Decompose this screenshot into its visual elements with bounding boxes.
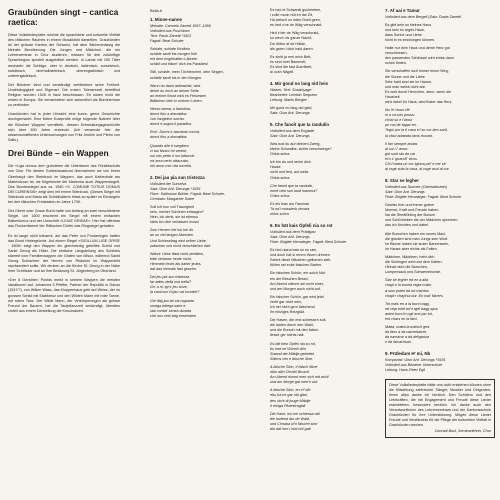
lyric-line: die laufen durch den Wald,	[270, 323, 314, 328]
lyric-line: Es hed niana kais so es rain,	[270, 248, 318, 253]
lyric-line: Heinat nicht die Burschen,	[385, 265, 429, 270]
lyric-line: Wahre Liebe lässt nicht zerfallen,	[150, 251, 205, 256]
song-credits	[270, 129, 372, 139]
song-list-side-a	[150, 17, 252, 319]
lyric-line: die glücken sind man Jungs sein Wort.	[385, 236, 449, 241]
stanza	[150, 70, 252, 80]
lyric-line: sein, meiner Schönen entsagen?	[150, 210, 204, 215]
lyric-line: so wind i ds ganze Nacht,	[270, 36, 313, 41]
stanza	[385, 69, 495, 105]
stanza	[270, 271, 372, 291]
lyric-line: Da döttur af de Hälde,	[270, 41, 307, 46]
stanza	[150, 275, 252, 295]
acknowledgement-text: Diese Volksliederplatte hätte uns nicht entstehen können ohne die Mitwirkung zahlreicher Sänger, Musiker und Dirigenten. Ihnen allen danke ich herzlich. Den Schülern und den Lehrkräften, die mit Engagement und Freude diese Lieder erarbeiteten, besonders herzlich. Ich danke auch den Verantwortlichen des Lehrerseminars und der Kantonsschule Graubünden für ihre Unterstützung. Mögen diese Lieder Freude und Verständnis für die Pflege der kulturellen Vielfalt in Graubünden wecken.	[389, 383, 492, 428]
credit-line: Melodie: Carmelo Zanetti 1897–1959	[150, 23, 211, 28]
lyric-line: dass Sonne und Liebe	[385, 32, 422, 37]
lyric-line: No i'e vissa cfè	[385, 108, 410, 113]
credit-line: Volkslied aus dem Bergell (Satz: Duste Zanetti	[385, 14, 461, 19]
stanza	[150, 228, 252, 248]
lyric-line: Schlafe, schlafe Kindlein	[150, 47, 191, 52]
wappen-heading: Drei Bünde – ein Wappen	[8, 147, 109, 158]
lyric-line: und man weiss nicht wie.	[385, 84, 426, 89]
lyric-line: ein der Birschen Bread,	[270, 276, 309, 281]
lyric-line: und kein so arges Haus,	[385, 27, 425, 32]
credit-line: Flute: Brigitte Hemaleger, Fagott: Beat Schuler	[270, 239, 347, 244]
credit-line: Walser, Text: Soslahyage	[270, 87, 312, 92]
lyric-line: Gn' a ni, tgi e jeu scize,	[150, 285, 189, 290]
credit-line: Volkslied aus dem Prättigau	[270, 229, 316, 234]
song-list-middle	[270, 8, 372, 432]
stanza	[150, 252, 252, 272]
lyric-line: da namarar a da deliganza	[385, 335, 429, 340]
stanza	[150, 84, 252, 104]
song-title: 9. Prüledum H' mi, Nb	[385, 351, 431, 357]
lyric-line: chi'al sú e l'amur	[385, 118, 413, 123]
lyric-line: la cfavi adatada ravis truvarb.	[385, 133, 434, 138]
lyric-line: rot avra certo attaccata,	[150, 158, 189, 163]
lyric-line: nicht in es eindrungen können.	[385, 37, 436, 42]
stanza	[150, 107, 252, 127]
lyric-line: Sotand die Mäidje gebeitet,	[270, 351, 315, 356]
lyric-line: da fans a da namelsanze.	[385, 330, 428, 335]
stanza	[150, 205, 252, 225]
lyric-line: far adieu della mia bella?	[150, 280, 191, 285]
lyric-line: stai cordat' senza durada	[150, 308, 192, 313]
credit-line: Leitung: Marlis Bergier	[270, 97, 307, 102]
stanza	[385, 108, 495, 139]
song-block	[270, 8, 372, 75]
song-block	[385, 8, 495, 172]
lyric-line: vi tuo fianco mi vedrai;	[150, 148, 187, 153]
song-list-right	[385, 8, 495, 373]
stanza	[385, 23, 495, 43]
acknowledgement-signature: Conradi Buol, Seminarlehrer, Chur	[434, 429, 491, 434]
lyric-line: verschlossen,	[385, 51, 408, 56]
song-credits	[270, 88, 372, 103]
lyric-line: Soll ich nun voll Traurigkeit	[150, 205, 194, 209]
lyric-line: Sehr bald sind sie im Hause,	[385, 79, 432, 84]
lyric-line: Ohkis schra	[270, 175, 290, 180]
lyric-line: zwischen uns nicht verschließen darf.	[150, 243, 212, 248]
lyric-line: das ich fürchtes und dabei.	[385, 223, 430, 228]
lyric-line: Mir gond no lang nid geid,	[270, 106, 313, 110]
footnote-text: «Der 8 Gerichten Punkts meist in seinem Wappen die meisten Variationen auf. Johannes 5 Pfeiffer, Partner der Republik in Davos (1547/?), von Wälen Wass, das Kloppenhaus gelb auf Weiss, der im grossen Schild mit Stabkreuz und den Wilden Mann mit roter Tanne, mit rotem Tanz. Der Wilde Mann, der Verkörperungen als grösse Freund der Bauern, hat die Taufpflanzzeit verkündigt, überdies vorteil aus einem Darstellung die Kreuzsäulen.	[8, 278, 120, 313]
song-title: 1. Minne-nanne	[150, 17, 182, 23]
song-title: 8. Star se legher	[385, 178, 419, 184]
credit-line: Cembalo: Margarete Sutter	[150, 196, 195, 201]
side-label: Beila A	[150, 8, 163, 13]
lyric-line: ohkis schra	[270, 212, 289, 217]
lyric-line: mit dem engelhaften Lächeln	[150, 57, 198, 62]
credit-line: Volkslied aus Surmeir (Oberhalbstein)	[385, 184, 447, 189]
lyric-line: po cos'de tagav en.	[385, 123, 417, 128]
stanza	[270, 295, 372, 315]
credit-line: Komponist: Gion Ant. Derungs *1935	[385, 358, 446, 363]
lyric-line: und am Morgen auch nicht auf.	[270, 286, 321, 291]
credit-line: Fagott: Beat Schuler	[150, 38, 184, 43]
lyric-line: fühlen sei ecke falschen Barten.	[270, 263, 323, 268]
credit-line: Flore: Salthouse Bühler, Fagott: Beat Schuler,	[150, 191, 225, 196]
paragraph: Graubünden hat in jeder Hinsicht eine kurze, gerne Geschichte durchgemacht. Eine kleine Kostprobe möge folgende Notizen über die Bündner Wappen vermitteln, dessen Entwicklungsgeschichte sich über 600 Jahre erstreckt. (Ich verwende hier die wissenschaftlichen Untersuchungen von Fritz Jecklin und Pietro von Salis.)	[8, 112, 120, 142]
song-credits	[385, 358, 495, 373]
stanza	[270, 248, 372, 268]
lyric-line: im Hause aber nichts als Falten.	[385, 246, 438, 251]
lyric-line: Chi l'cadra un cur tgiuna pel' e ner sé'	[385, 162, 447, 167]
lyric-line: die Schlingen weil und dem Katten.	[385, 260, 443, 265]
stanza	[270, 184, 372, 199]
lyric-line: Gie ditg jau tei vai rogaviau	[150, 298, 195, 303]
column-1	[8, 8, 120, 318]
lyric-line: dormi fino a domattina	[150, 112, 187, 117]
lyric-line: Satz: Gion Ant. Derungs	[270, 111, 310, 116]
lyric-line: Ninna nanna, o fantolina,	[150, 107, 192, 111]
lyric-line: Himmelin fecht als daher jedes,	[150, 261, 202, 266]
lyric-line: schlaf und träum' dich ins Paradies!	[150, 62, 209, 67]
column-2	[150, 8, 252, 325]
lyric-line: Che fanoit que ta randulin,	[270, 183, 314, 188]
lyric-line: Alle Burschen haben ein neues Maul,	[385, 231, 447, 236]
credit-line: Volkslied aus dem Engadin	[270, 128, 315, 133]
lyric-line: Es sind die fast Äuerlikeit,	[270, 64, 313, 69]
lyric-line: Hause	[270, 165, 281, 170]
lyric-line: Zum Herzen rief ich bei dir	[150, 228, 194, 233]
lyric-line: wird dahei ihr Haus, wird füster das Herz.	[385, 100, 453, 104]
song-credits	[270, 230, 372, 245]
lyric-line: già sunt sta da cár	[385, 151, 416, 156]
lyric-line: ebu ha ne gar nid gärn,	[270, 393, 309, 398]
lyric-line: ir einiga Pfotestraglall	[270, 403, 306, 408]
lyric-line: Ich sei nicht gern falschend	[270, 305, 315, 309]
song-block	[150, 175, 252, 319]
lyric-line: Es eis ieas am Faminan	[270, 201, 310, 206]
lyric-line: schön finden.	[385, 61, 407, 66]
song-title: 5. Che fanoit que ta randulin	[270, 122, 330, 128]
lyric-line: und Schönheiten die der Mädchen sprechen,	[385, 218, 459, 223]
paragraph: Diese Volksliederplatte möchte die sprachliche und kulturelle Vielfalt des rätischen Raumes in einem Mosaikbild darstellen. Graubünden ist der grösste Kanton der Schweiz, hat aber flächenmässig die kleinste Bevölkerung. Die Jungen und Mädchen, die ein Lehrerseminar in Chur studieren, müssen für drei zukünftige Sprachregion speziell ausgebildet werden. In Lande mit 150 Täler wechseln die Schläge, ober in deutsch, italienisch, surselvisch, sutsilvisch, oberhalbsteinisch, oberengadinisch und unterengadinisch.	[8, 33, 120, 78]
stanza	[270, 318, 372, 338]
credit-line: Text: Paolo Zanetti *1922	[150, 33, 192, 38]
lyric-line: Still, schlafe, mein Töchterchen, dein Singen,	[150, 70, 224, 75]
stanza	[150, 47, 252, 67]
stanza	[270, 388, 372, 408]
lyric-line: deine du mich an deiner Seite	[150, 88, 199, 93]
credit-line: Satz: Gion Ant. Derungs	[270, 234, 310, 239]
lyric-line: Ohkis schra	[270, 152, 290, 157]
stanza	[385, 302, 495, 322]
column-3	[270, 8, 372, 438]
stanza	[270, 160, 372, 180]
lyric-line: Es hed ei Schwesti gschrieben,	[270, 8, 322, 12]
lyric-line: Ein falsches Schön, ein solch Mut	[270, 271, 326, 276]
lyric-line: Die Hasen, die erst schiessen soll,	[270, 318, 327, 323]
lyric-line: Gewiss froh und immer gutem	[385, 203, 435, 208]
lyric-line: es hed ne Würmli drin	[270, 346, 306, 351]
song-block	[270, 223, 372, 432]
lyric-line: antze bucc'in ngil arst par tot,	[385, 311, 433, 316]
lyric-line: chapi ir la buona regia rodia;	[385, 283, 432, 288]
lyric-line: Ich bin du und seine dich	[270, 160, 311, 165]
lyric-line: des sicht di jouge Mäidje	[270, 398, 311, 403]
lyric-line: Hausheit	[385, 94, 400, 99]
song-block	[270, 122, 372, 217]
lyric-line: al sui i l' amur:	[385, 146, 409, 151]
lyric-line: Sie verschaffen sich immer einen Weg,	[385, 69, 449, 74]
lyric-line: Nein, ich denk, sie ist ebenso	[150, 215, 198, 220]
lyric-line: Tegni pur la ti casa e'l so cor ben sar6,	[385, 128, 448, 133]
lyric-line: schlafe sanft bis morgen früh	[150, 52, 198, 57]
credit-line: Satz: Gion Ant. Derungs	[385, 189, 425, 194]
lyric-line: Il fan sempre andas	[385, 141, 418, 146]
lyric-line: Es sieht ja mei mich Bett,	[270, 54, 312, 59]
stanza	[270, 31, 372, 51]
song-title: 7. Af uai e Tamur	[385, 8, 420, 13]
lyric-line: dormi fino a domattina.	[150, 135, 188, 140]
lyric-line: sontga tuttega saire e,	[150, 303, 187, 308]
lyric-line: Ruh'. Dormi e bambola coccia,	[150, 130, 201, 135]
stanza	[385, 46, 495, 66]
lyric-line: es hed z'ne de Wäg verschnaid.	[270, 23, 323, 28]
lyric-line: a sinn puterl da tot mardus	[385, 288, 429, 293]
lyric-line: Im Blume haben sie lauter Barzenwein,	[385, 241, 450, 246]
lyric-line: liesse ger nichts halt.	[270, 333, 305, 338]
lyric-line: Und Schiessfrag wird selber Liebe	[150, 238, 206, 243]
lyric-line: Es bitt kein Öpfeli nia so rot,	[270, 341, 316, 346]
stanza	[385, 255, 495, 275]
stanza	[270, 106, 372, 116]
lyric-line: schlafe sanft bis in den Morgen.	[150, 75, 203, 80]
lyric-line: nel amor mio vita novella.	[150, 163, 192, 168]
paragraph: Es ist lange nicht bekannt, auf das Peter von Pontaningen hatten das Bund Hintergründe. Auf einem Siegel «SIGILLUM LIGE GRISE · 1508» zeigt den Wappen ein gleichwertig geteiltes Schild und Sankt Georg als Hüter. Die einfache Längsteilung des Schildes stammt vom Familienwappen der Grafen von Misox, während Sankt Georg Schutzherr der Herren von Rhäzüns im Wappenbild repräsentiert sollte. Wir denken an die Kirche St. Georg in der Nähe ihrer Schlösser und an ihre Besitzung St. Jörgenberg im Oberland.	[8, 233, 120, 274]
song-block	[150, 17, 252, 169]
lyric-line: Dei jeu pia sun tristezza	[150, 275, 190, 280]
lyric-line: es sind ovet Bammeit,	[270, 59, 307, 64]
credit-line: Leitung: Hans-Peter Egli	[385, 368, 425, 373]
stanza	[150, 144, 252, 169]
stanza	[270, 202, 372, 217]
credit-line: Volkslied aus Bündner Unterschule	[385, 363, 443, 368]
stanza	[385, 232, 495, 252]
lyric-line: Quando alle ti svegliera	[150, 143, 189, 148]
main-heading: Graubünden singt – cantica raetica:	[8, 7, 119, 27]
lyric-line: Ta na'i mussiesh rinosta	[270, 207, 310, 211]
stanza	[150, 130, 252, 140]
stanza	[270, 365, 372, 385]
song-block	[270, 81, 372, 116]
credit-line: Volkslied der Surselva	[150, 181, 187, 186]
lyric-line: Mädchen, Mädchen, hebt dich	[385, 254, 435, 259]
lyric-line: al ocsh Nägeli.	[270, 70, 295, 75]
lyric-line: und Chnaba uf'n falsche sinn	[270, 421, 318, 426]
lyric-line: Sötecs vim e falsche Sinn.	[270, 356, 314, 361]
lyric-line: nütz allei Christli Brusch	[270, 370, 310, 375]
song-credits	[150, 182, 252, 202]
lyric-line: chapt'r chayt'sa bur. En mal' falcers.	[385, 293, 444, 298]
lyric-line: und die Bursch mit den falsch	[270, 328, 319, 333]
paragraph: Der Obere oder Graue Bund hatte von Anfang an zwei verschiedene Siegel. Um 1600 erscheint ein Siegel mit einem einfachen Balkenkreuz und der Umschrift «LIGAE GRISAE». Hier hat offenbar das Flockenfarene der Rätischen Dörfer das Ringsiegel gehalten.	[8, 209, 120, 229]
song-credits	[385, 185, 495, 200]
lyric-line: ni a ca sún possa:	[385, 113, 415, 118]
song-title: 4. Mir gond no lang nid heis	[270, 81, 329, 87]
lyric-line: stets ich dich verlassen muss!	[150, 220, 199, 225]
stanza	[270, 412, 372, 432]
acknowledgement-box	[385, 379, 495, 438]
lyric-line: Am Abend nähme sie nicht einer,	[270, 281, 324, 286]
lyric-line: an so viel langen Abenden.	[150, 233, 195, 238]
credit-line: Volkslied aus Puschlavo	[150, 28, 190, 33]
lyric-line: Am Abend nimmt men sich nid wohl	[270, 375, 329, 380]
paragraph: Der Bündner fand und verständigt verbliebene seine Freiheit. Unabhängigkeit und Eigenart. Die ersten Tolerarezeit bereitfind Religion wurden 1526 in Ilanz beschlossen. Es waren nicht die ersten in Europa. Sie verwendeten sich wesentlich als Bündnerman zu verbinden.	[8, 82, 120, 108]
lyric-line: Halte nur dein Haus und deine Herz gut	[385, 46, 450, 51]
stanza	[270, 342, 372, 362]
lyric-line: dia dat mm'r nüd nüt galt.	[270, 426, 312, 431]
column-4	[385, 8, 495, 438]
credit-line: Satz: Gion Ant. Derungs *1935	[150, 186, 201, 191]
lyric-line: Es gibt kein so kleines Haus	[385, 22, 432, 27]
lyric-line: nicht und fest, auf weils	[270, 170, 309, 175]
lyric-line: A falsche Sinn, e falsch Muet	[270, 364, 318, 369]
lyric-line: Lumpensack und Schweinehunde.	[385, 270, 442, 275]
lyric-line: Die Hase, wo me schiessa will	[270, 411, 320, 416]
lyric-line: ni'u s' guarcill' vicss.	[385, 156, 418, 161]
lyric-line: Star se legher ed en a alla	[385, 278, 429, 283]
lyric-line: Blättchen dein in meinen Leben	[150, 98, 202, 103]
lyric-line: Ha welsch zu mäm Gsell geen,	[270, 18, 321, 23]
lyric-line: la cauchun ch'jau vai tscoder?	[150, 290, 200, 295]
lyric-line: Matta, matta la tuttisch gea	[385, 325, 430, 330]
lyric-line: die Sonne und die Liebe	[385, 74, 425, 79]
lyric-line: con l'angelico sorriso	[150, 117, 185, 122]
lyric-line: Murmel, Kraft und Freude haben.	[385, 208, 440, 213]
lyric-line: ihr einziges Reizgläd.	[270, 310, 306, 315]
credit-line: Flute: Brigitte Hemaleger, Fagott: Beat Schuler	[385, 195, 462, 199]
lyric-line: Es wird durch Herzchen, denn, wenn die	[385, 89, 452, 94]
lyric-line: sul mio petto il ruo lattuccio	[150, 153, 195, 158]
lyric-line: den passenden Schlüssel wird eines dann	[385, 56, 454, 61]
paragraph: Die «Liga domus dei» gründeten die Untertanen des Fürstbischofs von Chur. Für diesen Gotteshausbund übernahmen sie von ihrem Oberhaupt den Steinbock im Wappen, das auch Kathedrale am Marienduom ist, wir flügelreiche die Madonna auch Wappensiegelt. Das Bundessiegel aus ca. 1540 «S. COMUNE TOTIUS DOMUS DEI CURIENSIS» zeigt dies mit einem Steinbock. (Dieses Siegel mit Steinbock und Maria als Schildhalterin tritals so später im Einsiegeln bei den rätischen Freistaaten im Jahre 1799.	[8, 164, 120, 205]
lyric-line: Ein falscher Schön, gar wird jetzt	[270, 294, 324, 299]
lyric-line: dormi e sogna il paradiso.	[150, 122, 193, 127]
stanza	[150, 299, 252, 319]
stanza	[270, 55, 372, 75]
lyric-line: e da falcachsan.	[385, 340, 412, 345]
stanza	[385, 142, 495, 173]
lyric-line: Na die Streitfühling der Bursch	[385, 213, 436, 218]
lyric-line: bitte verlasse heute nicht,	[150, 256, 192, 261]
wappen-text	[8, 164, 120, 274]
lyric-line: an meiner Brust wird es Freuesten	[150, 93, 207, 98]
song-title: 6. Es hät kais Öpfeli nia so rot	[270, 223, 333, 229]
stanza	[270, 8, 372, 28]
lyric-line: die laufend dur de Wald,	[270, 416, 310, 421]
song-credits	[150, 24, 252, 44]
lyric-line: dat das niemals fast gesehn.	[150, 267, 197, 272]
lyric-line: Tot mals en a la bucci tagg,	[385, 301, 430, 306]
song-credits	[385, 15, 495, 20]
credit-line: Satz: Gion Ant. Derungs	[270, 133, 310, 138]
lyric-line: als gsien i dich bald daren.	[270, 46, 314, 51]
lyric-line: A falsche Sinn, en e'f afe	[270, 388, 311, 393]
stanza	[385, 203, 495, 228]
lyric-line: ent chars en la fard.	[385, 316, 418, 321]
song-title: 2. Dei jau pia sun tristezza	[150, 175, 205, 181]
stanza	[385, 278, 495, 298]
lyric-line: Chies schra	[270, 193, 290, 198]
lyric-line: Hed z'der de Wäg verschnaid,	[270, 31, 320, 36]
lyric-line: che nus vein fatg ensemben.	[150, 313, 198, 318]
lyric-line: kleine Schwalbe, sichts verschwinge?	[270, 147, 332, 152]
song-block	[385, 178, 495, 345]
stanza	[270, 142, 372, 157]
lyric-line: al vsgé sula la cása, al vsgé asul al cur.	[385, 167, 450, 172]
lyric-line: verbt gar nicht sein,	[270, 299, 303, 304]
lyric-line: Selent diese Mädchen gelbenen weil,	[270, 258, 332, 263]
song-block	[385, 351, 495, 373]
credit-line: Bearbeitet: Leintsin Sequenz	[270, 92, 318, 97]
intro-text	[8, 33, 120, 143]
lyric-line: Was tust du auf deinem Zweig,	[270, 141, 321, 146]
lyric-line: Wenn du dann aufwachst, wird	[150, 83, 201, 88]
lyric-line: und am Morge gat men'n uuf.	[270, 380, 319, 385]
lyric-line: ermit vein sun laud mamma?	[270, 188, 318, 193]
lyric-line: und doch hat si rerem Wurm drinnen	[270, 253, 330, 258]
lyric-line: i zolle moch nüt en dsr Zit,	[270, 13, 314, 18]
lyric-line: ed vept tolet tut'n tgel bagg spra,	[385, 306, 439, 311]
stanza	[385, 325, 495, 345]
